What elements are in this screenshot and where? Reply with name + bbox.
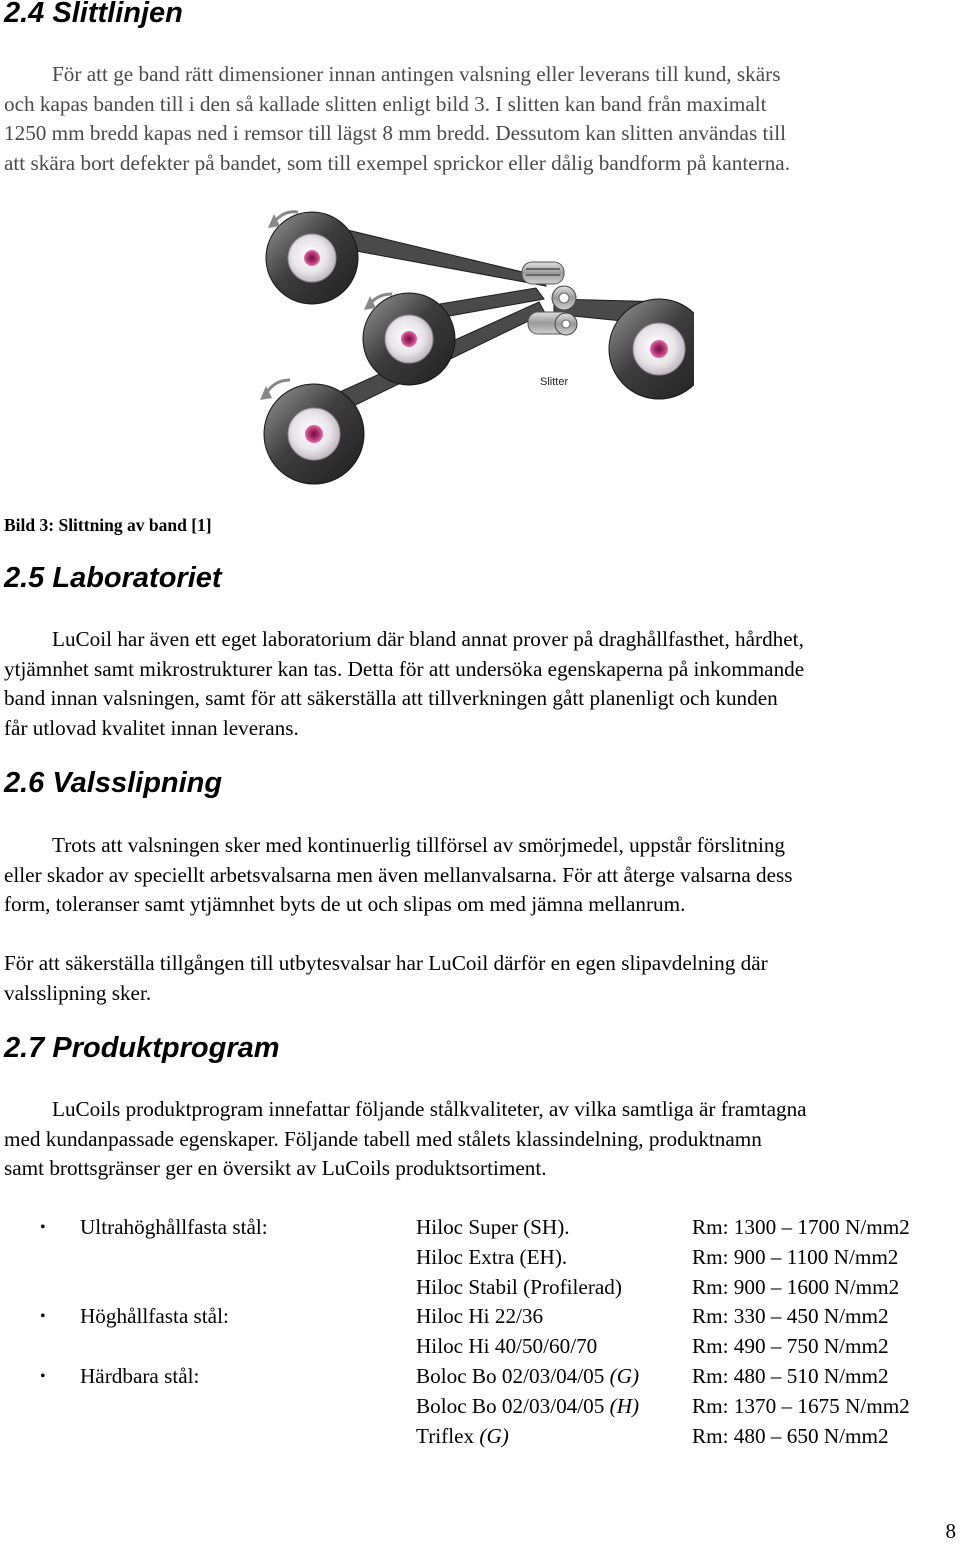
product-name: Hiloc Extra (EH). [416,1244,568,1269]
product-strength: Rm: 330 – 450 N/mm2 [692,1304,889,1329]
paragraph-line: med kundanpassade egenskaper. Följande tabell med stålets klassindelning, produktnamn [4,1126,762,1151]
product-row [0,1422,960,1452]
paragraph-line: valsslipning sker. [4,980,152,1005]
coil-middle-left [363,293,455,385]
product-row [0,1302,960,1332]
product-category: Höghållfasta stål: [80,1304,229,1329]
product-list [0,1213,960,1451]
product-row [0,1273,960,1303]
product-strength: Rm: 900 – 1100 N/mm2 [692,1244,899,1269]
paragraph-laboratoriet [4,625,956,743]
product-name: Hiloc Super (SH). [416,1215,570,1239]
paragraph-line: Trots att valsningen sker med kontinuerlig tillförsel av smörjmedel, uppstår förslitning [52,833,786,857]
heading-2-4: 2.4 Slittlinjen [4,0,183,29]
bullet-icon: • [40,1308,46,1326]
paragraph-line: LuCoils produktprogram innefattar följande stålkvaliteter, av vilka samtliga är framtagna [52,1097,807,1121]
paragraph-slittlinjen [4,60,956,178]
heading-2-7: 2.7 Produktprogram [4,1032,280,1064]
product-name: Hiloc Hi 22/36 [416,1304,544,1329]
paragraph-line: och kapas banden till i den så kallade slitten enligt bild 3. I slitten kan band från maximalt [4,91,767,116]
product-strength: Rm: 490 – 750 N/mm2 [692,1334,889,1359]
product-strength: Rm: 900 – 1600 N/mm2 [692,1274,900,1299]
product-name: Triflex (G) [416,1423,509,1448]
product-strength: Rm: 1370 – 1675 N/mm2 [692,1393,910,1418]
product-name: Boloc Bo 02/03/04/05 (H) [416,1393,640,1418]
figure-caption: Bild 3: Slittning av band [1] [4,515,212,535]
paragraph-line: band innan valsningen, samt för att säkerställa att tillverkningen gått planenligt och kunden [4,686,778,711]
product-name: Hiloc Stabil (Profilerad) [416,1274,622,1299]
slitter-figure [254,204,694,489]
product-row [0,1362,960,1392]
product-strength: Rm: 480 – 650 N/mm2 [692,1423,889,1448]
heading-2-5: 2.5 Laboratoriet [4,562,222,594]
heading-2-6: 2.6 Valsslipning [4,767,223,799]
paragraph-line: får utlovad kvalitet innan leverans. [4,715,299,740]
product-strength: Rm: 480 – 510 N/mm2 [692,1363,889,1388]
page-number: 8 [945,1519,956,1543]
paragraph-line: eller skador av speciellt arbetsvalsarna men även mellanvalsarna. För att återge valsarna dess [4,862,793,887]
bullet-icon: • [40,1367,46,1385]
product-row [0,1392,960,1422]
coil-bottom-left [264,384,364,484]
paragraph-valsslipning [4,831,956,920]
product-strength: Rm: 1300 – 1700 N/mm2 [692,1215,910,1239]
product-row [0,1332,960,1362]
product-row [0,1213,960,1243]
paragraph-line: För att ge band rätt dimensioner innan antingen valsning eller leverans till kund, skärs [52,62,781,86]
product-name: Boloc Bo 02/03/04/05 (G) [416,1363,640,1388]
product-row [0,1243,960,1273]
paragraph-line: LuCoil har även ett eget laboratorium där bland annat prover på draghållfasthet, hårdhet, [52,627,804,651]
paragraph-line: ytjämnhet samt mikrostrukturer kan tas. Detta för att undersöka egenskaperna på inkommande [4,656,805,681]
product-category: Ultrahöghållfasta stål: [80,1215,268,1239]
paragraph-line: form, toleranser samt ytjämnhet byts de ut och slipas om med jämna mellanrum. [4,892,686,917]
paragraph-slipavdelning [4,949,956,1008]
slitter-label: Slitter [540,376,569,388]
paragraph-line: att skära bort defekter på bandet, som till exempel sprickor eller dålig bandform på kanterna. [4,150,790,175]
bullet-icon: • [40,1219,46,1236]
paragraph-line: 1250 mm bredd kapas ned i remsor till lägst 8 mm bredd. Dessutom kan slitten användas till [4,121,787,146]
paragraph-line: samt brottsgränser ger en översikt av LuCoils produktsortiment. [4,1156,547,1181]
product-name: Hiloc Hi 40/50/60/70 [416,1334,598,1359]
paragraph-produktprogram [4,1095,956,1184]
product-category: Härdbara stål: [80,1363,200,1388]
paragraph-line: För att säkerställa tillgången till utbytesvalsar har LuCoil därför en egen slipavdelning där [4,951,768,975]
